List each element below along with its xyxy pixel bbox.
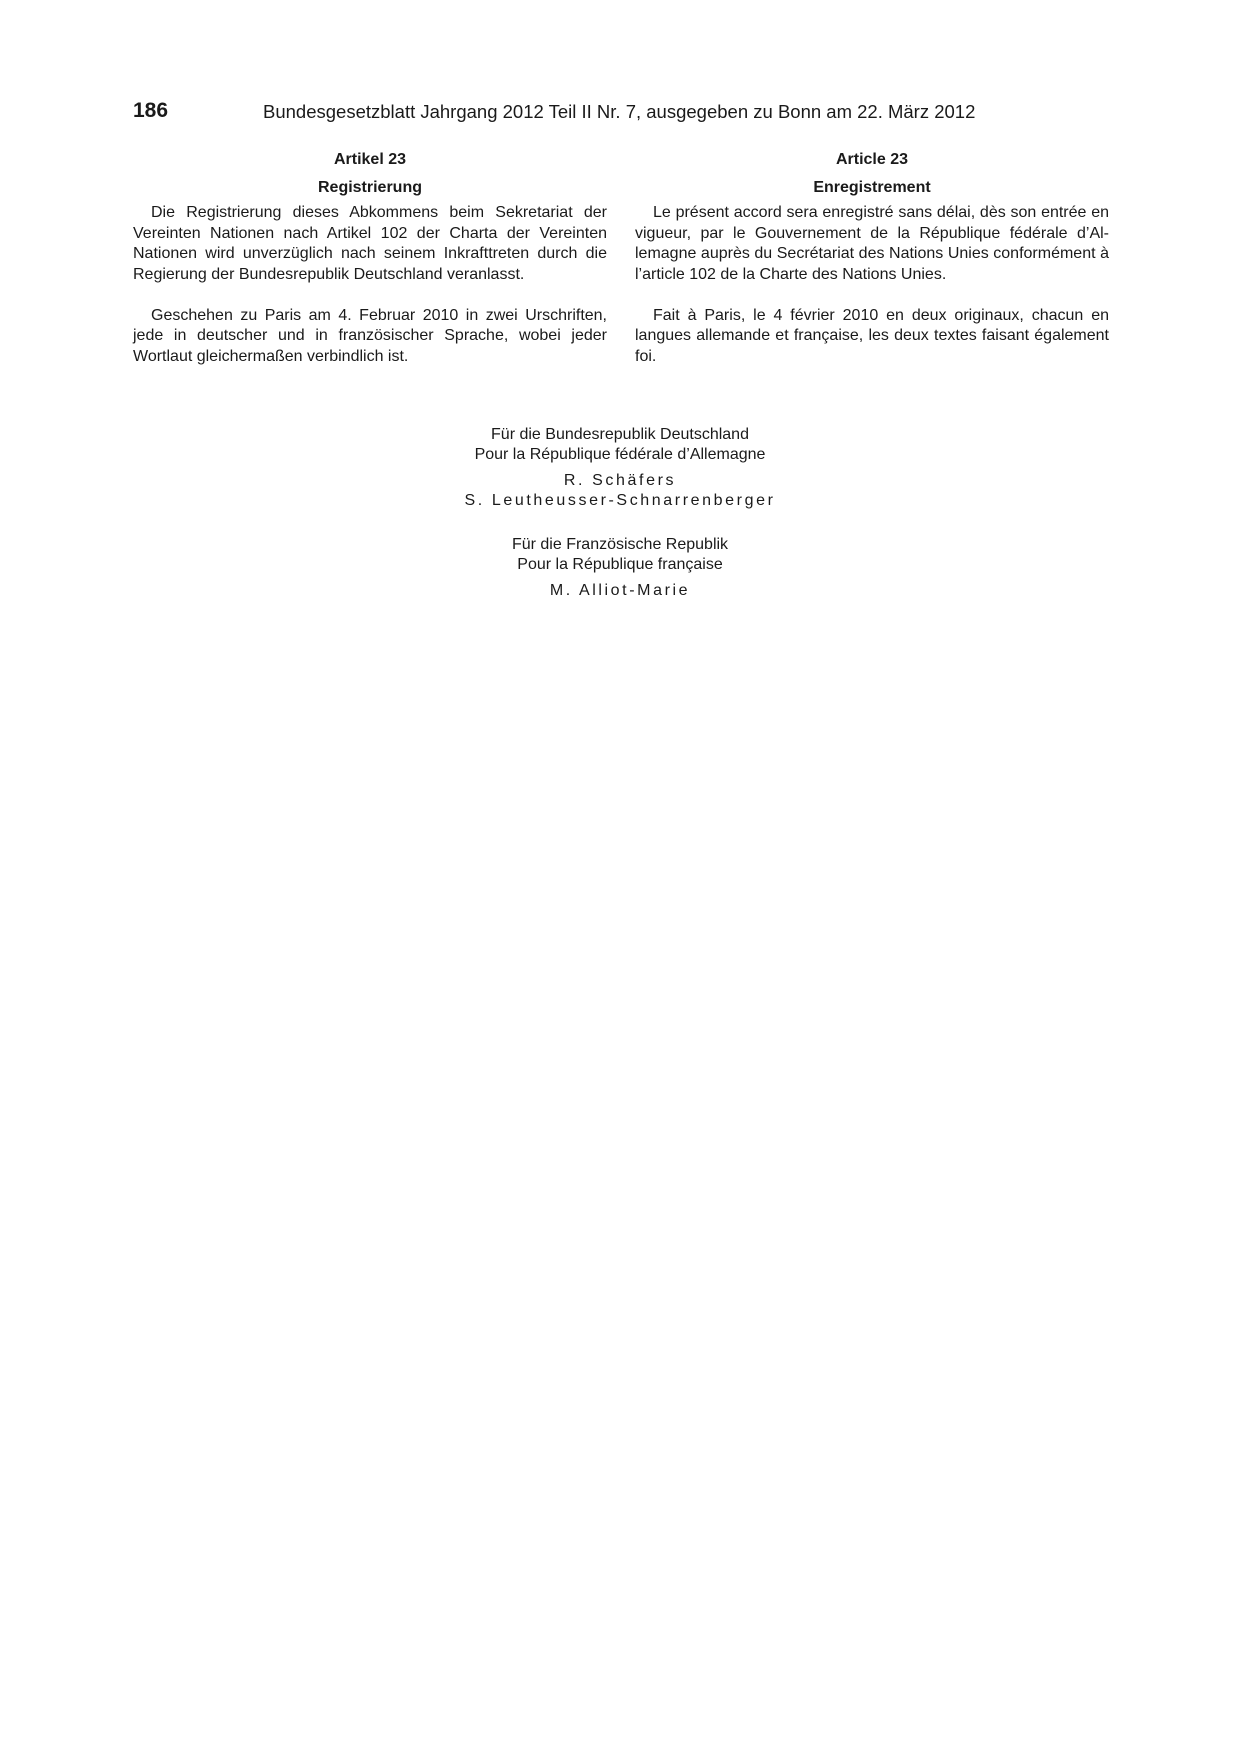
signature-block-germany [420, 425, 820, 511]
french-column [635, 150, 1109, 367]
signatory-name: S. Leutheusser-Schnarrenberger [464, 492, 776, 509]
german-column [133, 150, 607, 367]
signatory-state-fr: Pour la République française [517, 556, 723, 573]
signature-block-france [420, 535, 820, 601]
signatory-state-fr: Pour la République fédérale d’Allemagne [474, 446, 766, 463]
signatory-name: M. Alliot-Marie [549, 582, 691, 599]
paragraph-registration-fr: Le présent accord sera enregistré sans délai, dès son entrée en vigueur, par le Gouvernement de la République fédérale d’Allemagne auprès du Secrétariat des Nations Unies conformément à l’article 102 de la Charte des Nations Unies. [635, 204, 1109, 283]
article-heading-fr: Enregistrement [813, 178, 931, 196]
signature-section [420, 425, 820, 601]
article-title-fr: Article 23 [835, 151, 909, 168]
signatory-name: R. Schäfers [563, 472, 677, 489]
signatory-state-de: Für die Französische Republik [511, 536, 729, 553]
article-title-de: Artikel 23 [333, 151, 407, 168]
paragraph-registration-de: Die Registrierung dieses Abkommens beim Sekretariat der Vereinten Nationen nach Artikel 102 der Charta der Vereinten Nationen wird unverzüglich nach seinem Inkrafttreten durch die Regierung der Bundesrepublik Deutschland veranlasst. [133, 204, 607, 283]
page-number: 186 [133, 99, 169, 122]
article-heading-de: Registrierung [317, 178, 422, 196]
signatory-state-de: Für die Bundesrepublik Deutschland [491, 426, 749, 443]
running-head: Bundesgesetzblatt Jahrgang 2012 Teil II Nr. 7, ausgegeben zu Bonn am 22. März 2012 [263, 101, 976, 122]
paragraph-done-at-de: Geschehen zu Paris am 4. Februar 2010 in zwei Urschriften, jede in deutscher und in französischer Sprache, wobei jeder Wortlaut gleichermaßen verbindlich ist. [133, 306, 607, 365]
paragraph-done-at-fr: Fait à Paris, le 4 février 2010 en deux originaux, chacun en langues allemande et française, les deux textes faisant également foi. [635, 306, 1109, 365]
